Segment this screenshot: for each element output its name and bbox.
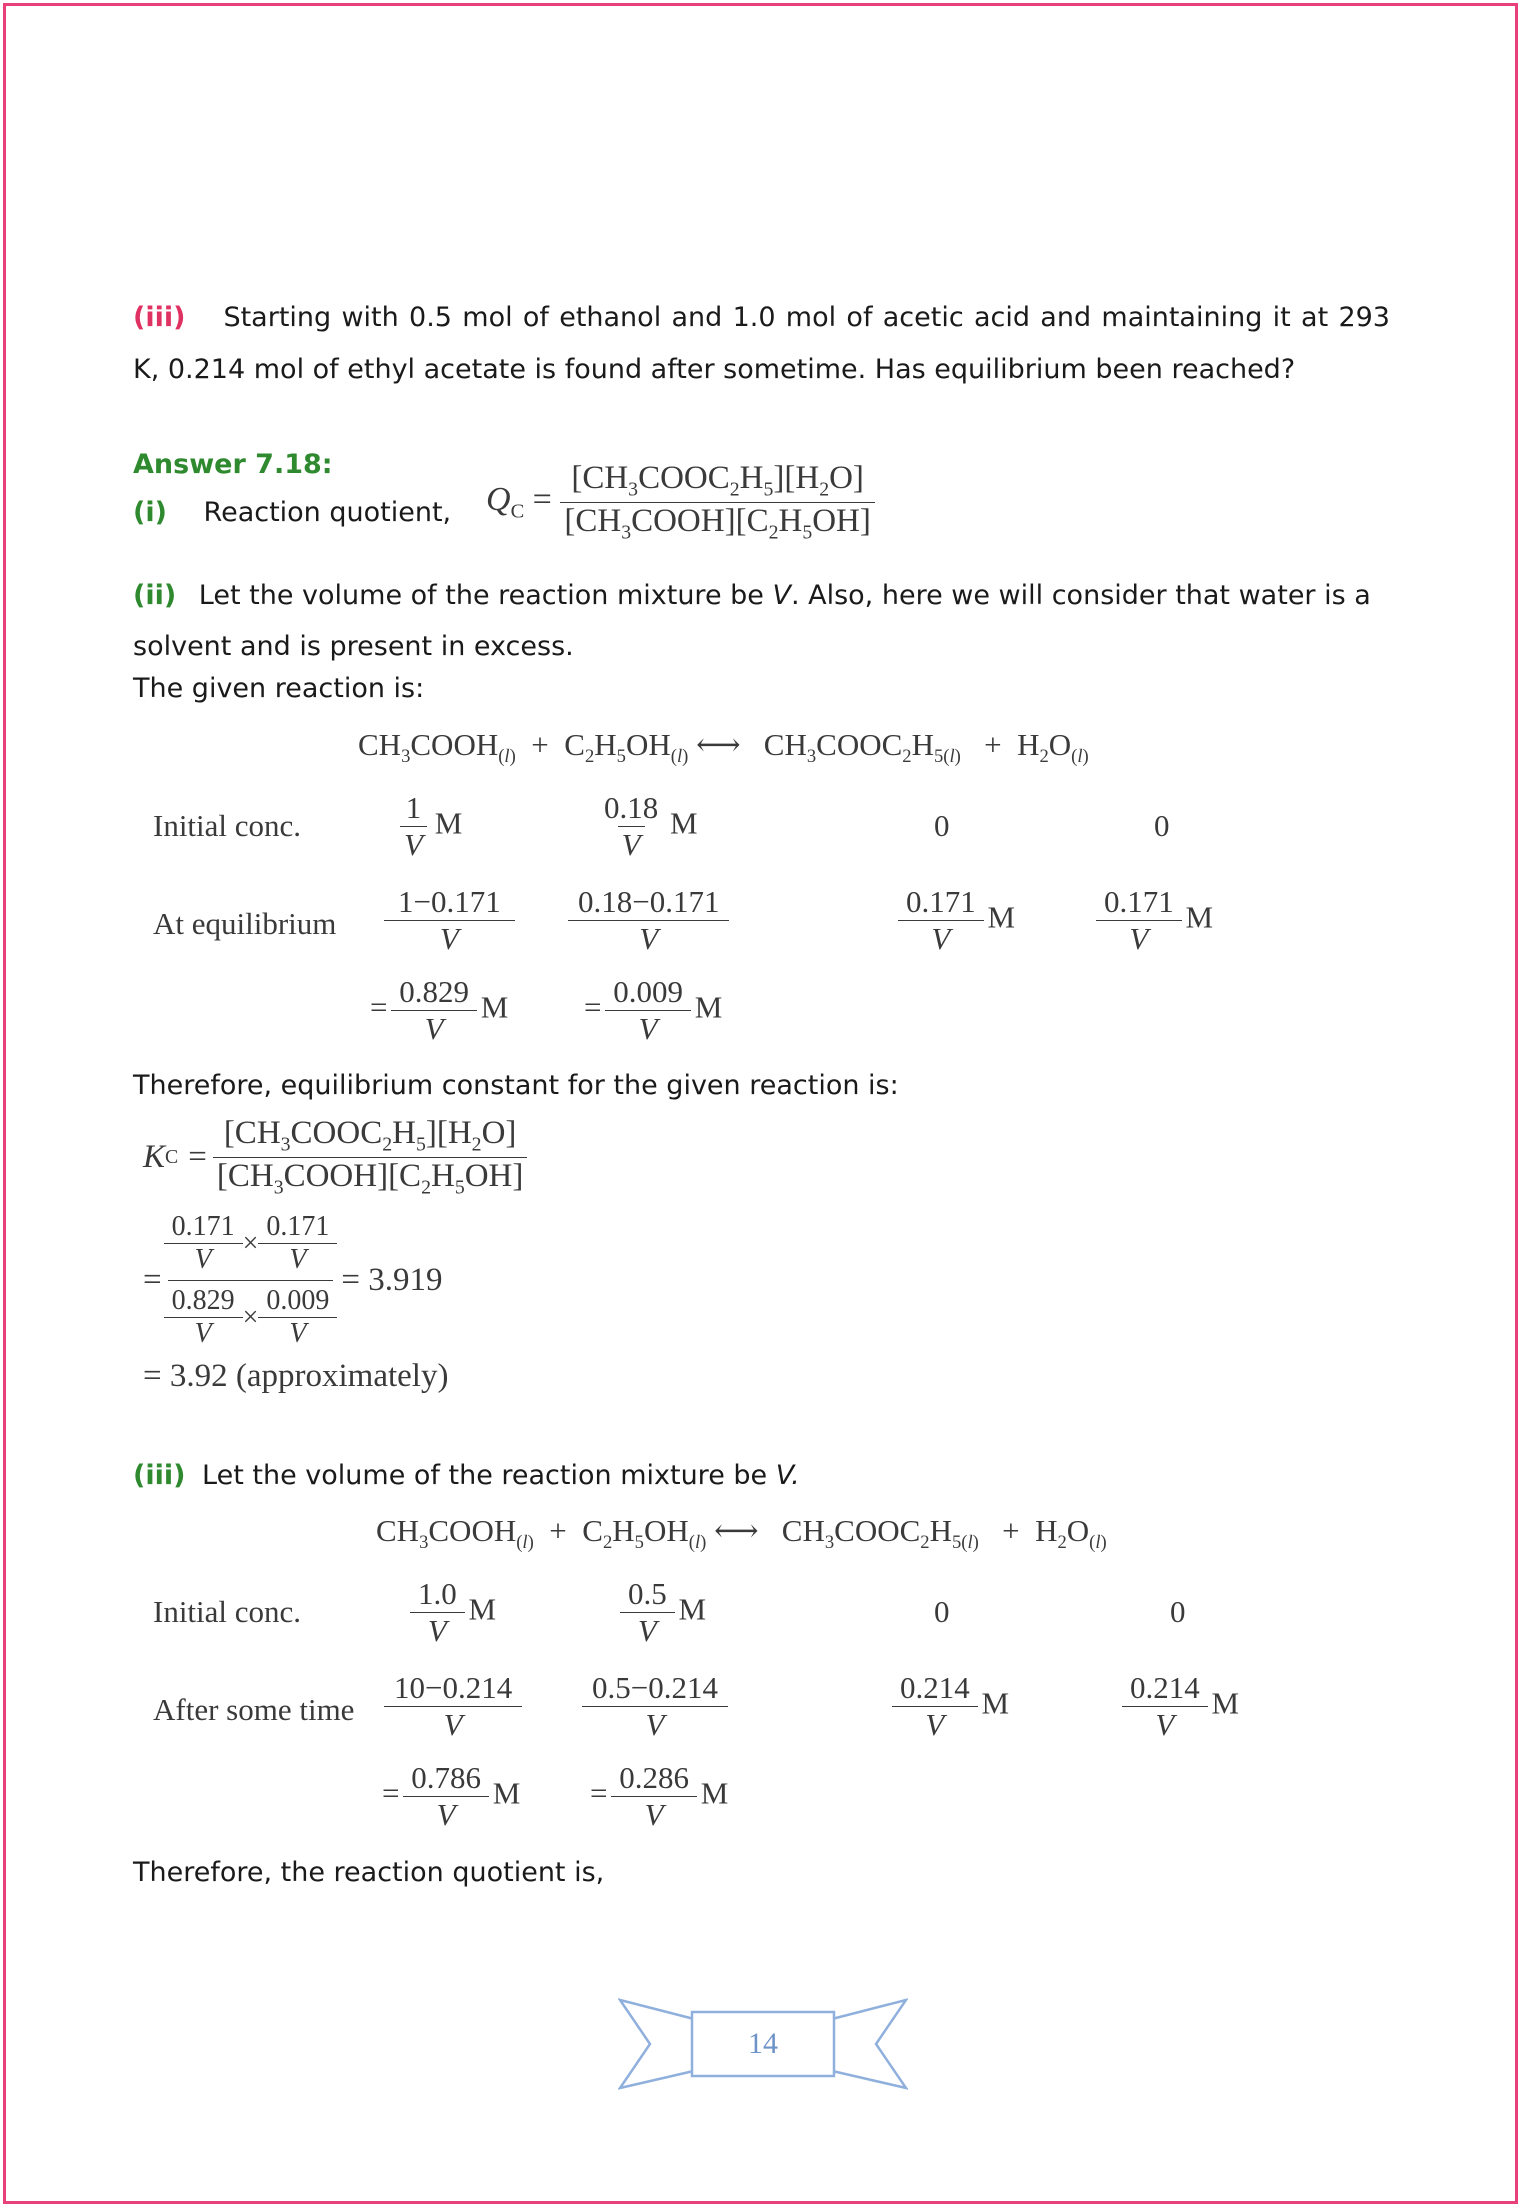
part-iii-var: V.: [775, 1460, 800, 1491]
part-i-text: Reaction quotient,: [203, 497, 452, 528]
answer-heading: Answer 7.18:: [133, 449, 333, 480]
part-ii-text-2: . Also, here we will consider that water is a solvent and is present in excess.: [133, 580, 1371, 662]
kc-result: = 3.919: [341, 1262, 443, 1299]
simp-2-b: = $\frac{0.286}{V}$ M: [590, 1760, 729, 1832]
kc-symbol: K: [143, 1138, 166, 1175]
therefore-q-label: Therefore, the reaction quotient is,: [133, 1857, 605, 1888]
part-i-label: (i): [133, 497, 167, 528]
after-2-d: $\frac{0.214}{V}$ M: [1126, 1670, 1239, 1743]
after-2-c: $\frac{0.214}{V}$ M: [896, 1670, 1009, 1743]
reaction-2: $CH_3COOH_{(l)} + C_2H_5OH_{(l)}$ ⟷ $CH_3COOC_2H_{5(l)} + H_2O_{(l)}$: [376, 1513, 1107, 1554]
init-1-b: $\frac{0.18}{V}$ M: [604, 790, 698, 862]
init-2-c: 0: [934, 1594, 950, 1629]
after-2-b: $\frac{0.5-0.214}{V}$: [586, 1670, 724, 1743]
reaction-1: $CH_3COOH_{(l)} + C_2H_5OH_{(l)}$ ⟷ $CH_3COOC_2H_{5(l)} + H_2O_{(l)}$: [358, 727, 1089, 768]
qc-formula: $Q_C$ = $\frac{[CH_3COOC_2H_5][H_2O]}{[CH_3COOH][C_2H_5OH]}$: [486, 460, 875, 544]
init-2-b: $\frac{0.5}{V}$ M: [624, 1576, 706, 1649]
init-1-a: $\frac{1}{V}$ M: [400, 790, 462, 863]
equilibrium-arrow-icon: ⟷: [714, 1513, 759, 1548]
init-2-a: $\frac{1.0}{V}$ M: [414, 1576, 496, 1649]
simp-2-a: = $\frac{0.786}{V}$ M: [382, 1760, 521, 1832]
kc-compound-fraction: $\frac{0.171}{V}$ × $\frac{0.171}{V}$ $\frac{0.829}{V}$ × $\frac{0.009}{V}$: [168, 1211, 334, 1350]
eq-1-a: $\frac{1-0.171}{V}$: [388, 884, 511, 957]
part-iii-label: (iii): [133, 1460, 186, 1491]
after-2-a: $\frac{10-0.214}{V}$: [388, 1670, 518, 1743]
row-equilibrium: At equilibrium: [153, 906, 337, 941]
part-ii-label: (ii): [133, 580, 177, 611]
part-ii-text-1: Let the volume of the reaction mixture be: [198, 580, 773, 611]
simp-1-b: = $\frac{0.009}{V}$ M: [584, 974, 723, 1046]
row-after: After some time: [153, 1692, 355, 1727]
init-1-d: 0: [1154, 808, 1170, 843]
eq-1-c: $\frac{0.171}{V}$ M: [902, 884, 1015, 957]
init-1-c: 0: [934, 808, 950, 843]
row-initial-1: Initial conc.: [153, 808, 302, 843]
simp-1-a: = $\frac{0.829}{V}$ M: [370, 974, 509, 1046]
therefore-k-label: Therefore, equilibrium constant for the given reaction is:: [133, 1070, 899, 1101]
eq-1-d: $\frac{0.171}{V}$ M: [1100, 884, 1213, 957]
page-number: 14: [748, 2027, 778, 2060]
part-ii-var: V: [772, 580, 791, 611]
question-text: Starting with 0.5 mol of ethanol and 1.0 mol of acetic acid and maintaining it at 293 K, 0.214 mol of ethyl acetate is found after sometime. Has equilibrium been reached?: [133, 302, 1390, 385]
eq-1-b: $\frac{0.18-0.171}{V}$: [572, 884, 725, 957]
part-iii-text: Let the volume of the reaction mixture be: [202, 1460, 776, 1491]
question-label: (iii): [133, 302, 186, 333]
part-iii: [133, 1460, 800, 1491]
init-2-d: 0: [1170, 1594, 1186, 1629]
question-iii: [133, 292, 1390, 396]
part-i: [133, 497, 451, 528]
kc-block: K C = $\frac{[CH_3COOC_2H_5][H_2O]}{[CH_3COOH][C_2H_5OH]}$ = $\frac{0.171}{V}$ × $\frac{0.171}{V}$ $\frac{0.829}{V}$ × $\frac{0.009}{V}$ = 3.919 = 3.92 (approximately): [143, 1115, 527, 1395]
kc-approx: = 3.92 (approximately): [143, 1358, 449, 1395]
row-initial-2: Initial conc.: [153, 1594, 302, 1629]
given-reaction-label: The given reaction is:: [133, 673, 425, 704]
equilibrium-arrow-icon: ⟷: [696, 727, 741, 762]
part-ii: [133, 570, 1390, 672]
page-number-ribbon: [618, 1990, 908, 2105]
